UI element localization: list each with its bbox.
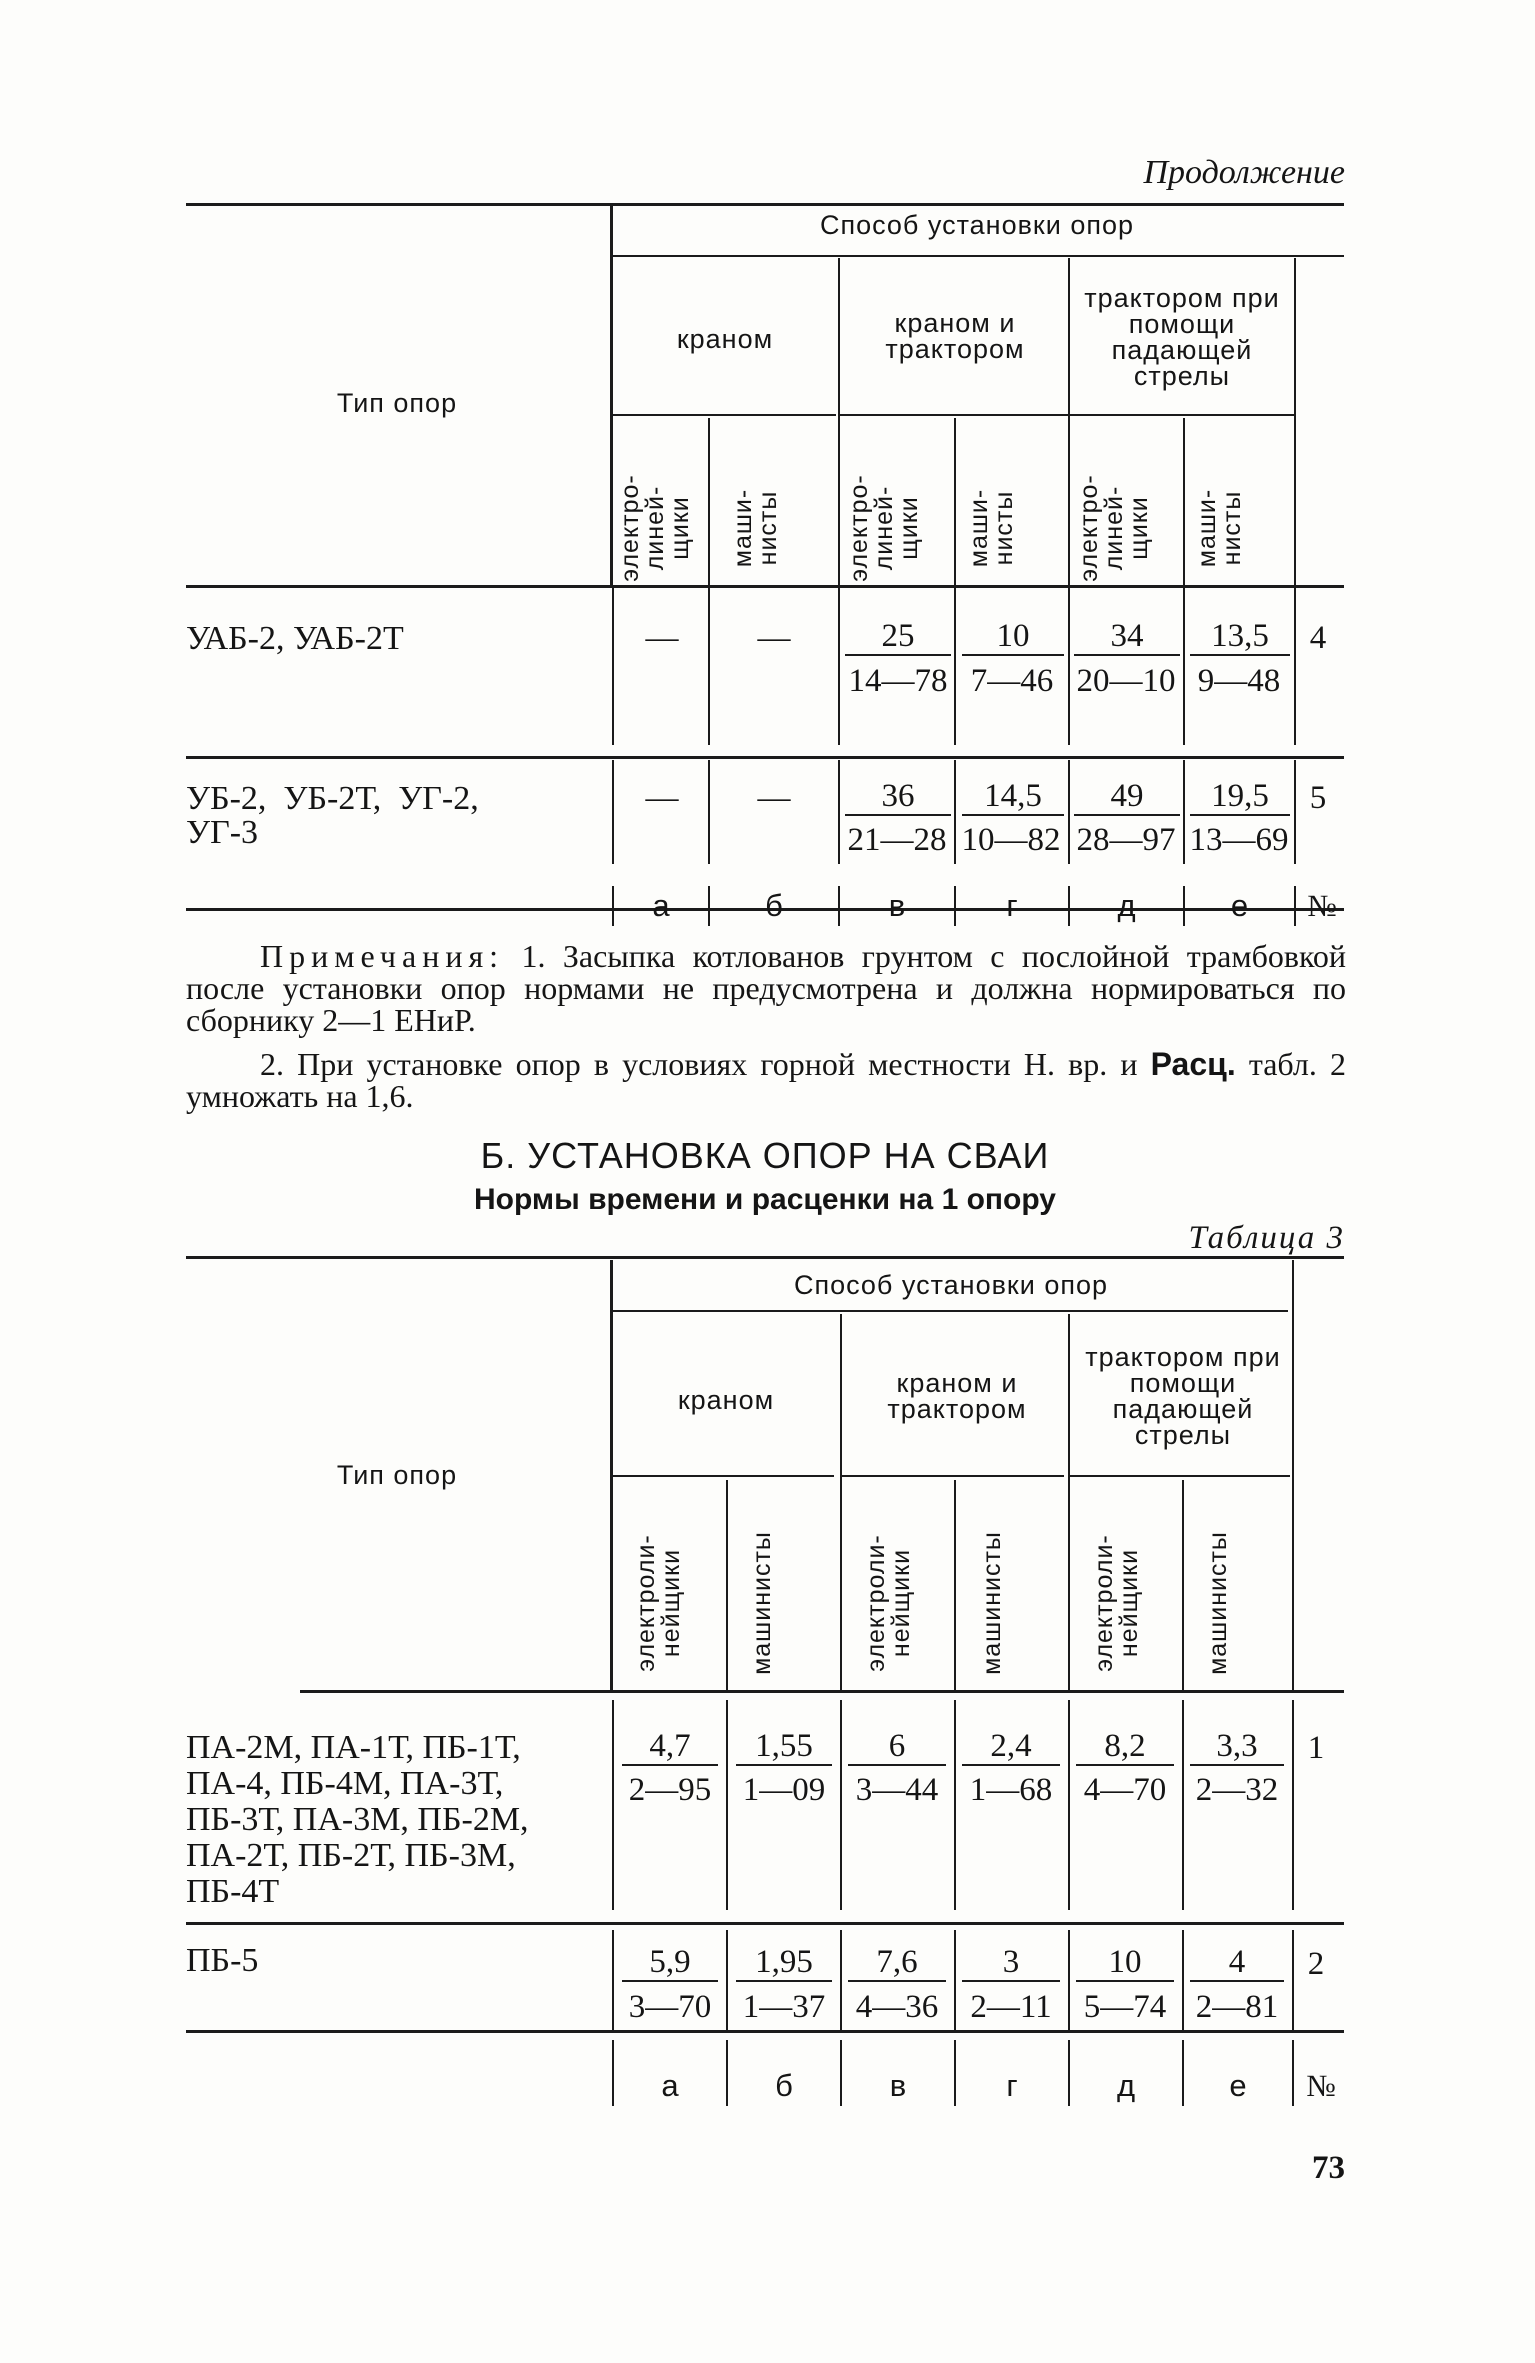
note-2-bold: Расц. (1150, 1046, 1236, 1082)
cell-rate: 10—82 (961, 822, 1061, 858)
column-letter: е (1230, 888, 1249, 923)
subcol-header: маши- нисты (965, 488, 1018, 568)
group-header-crane: краном (676, 324, 774, 354)
note-1-text: 1. Засыпка котлованов грунтом с послойной трамбовкой после установки опор нормами не предусмотрена и должна нормироваться по сборнику 2—1 ЕНиР. (186, 938, 1346, 1038)
cell-norm: 3,3 (1190, 1728, 1284, 1766)
column-letter: в (888, 888, 906, 923)
cell-rate: 7—46 (970, 663, 1054, 699)
row-number: 4 (1309, 620, 1327, 656)
cell-norm: 25 (845, 618, 951, 656)
cell-value: — (757, 620, 791, 656)
subcol-header: электроли- нейщики (632, 1534, 685, 1672)
cell-rate: 13—69 (1189, 822, 1289, 858)
cell-norm: 13,5 (1190, 618, 1290, 656)
cell-norm: 14,5 (962, 778, 1064, 816)
cell-rate: 9—48 (1197, 663, 1281, 699)
column-letter: д (1116, 2068, 1136, 2103)
cell-rate: 2—81 (1195, 1989, 1279, 2025)
cell-rate: 1—37 (742, 1989, 826, 2025)
cell-rate: 5—74 (1083, 1989, 1167, 2025)
cell-norm: 1,55 (736, 1728, 832, 1766)
column-letter: г (1006, 888, 1018, 923)
cell-rate: 20—10 (1076, 663, 1176, 699)
cell-value: — (757, 780, 791, 816)
cell-rate: 4—36 (855, 1989, 939, 2025)
column-letter-number: № (1306, 2068, 1336, 2103)
type-header: Тип опор (336, 1460, 458, 1490)
column-letter: б (765, 888, 783, 923)
subcol-header: электроли- нейщики (862, 1534, 915, 1672)
subcol-header: электро- линей- щики (845, 474, 923, 582)
column-letter: а (661, 2068, 679, 2103)
section-title: Б. УСТАНОВКА ОПОР НА СВАИ (480, 1135, 1050, 1176)
cell-norm: 7,6 (848, 1944, 946, 1982)
cell-norm: 6 (848, 1728, 946, 1766)
cell-value: — (645, 780, 679, 816)
cell-rate: 4—70 (1083, 1772, 1167, 1808)
row-number: 1 (1307, 1730, 1325, 1766)
subcol-header: машинисты (978, 1531, 1006, 1675)
cell-norm: 4,7 (622, 1728, 718, 1766)
cell-norm: 5,9 (622, 1944, 718, 1982)
row-type-label: ПБ-5 (186, 1942, 259, 1979)
cell-norm: 10 (962, 618, 1064, 656)
cell-norm: 8,2 (1076, 1728, 1174, 1766)
column-letter: г (1006, 2068, 1018, 2103)
subcol-header: электро- линей- щики (1075, 474, 1153, 582)
cell-rate: 14—78 (848, 663, 948, 699)
cell-norm: 49 (1074, 778, 1180, 816)
column-letter: а (652, 888, 670, 923)
notes-heading: Примечания: (260, 938, 505, 974)
cell-norm: 10 (1076, 1944, 1174, 1982)
cell-rate: 21—28 (847, 822, 947, 858)
cell-norm: 36 (845, 778, 951, 816)
subcol-header: электроли- нейщики (1090, 1534, 1143, 1672)
table-3-label: Таблица 3 (1188, 1220, 1345, 1256)
section-subtitle: Нормы времени и расценки на 1 опору (474, 1183, 1056, 1216)
group-header-tractor-boom: трактором при помощи падающей стрелы (1084, 283, 1280, 391)
cell-norm: 19,5 (1190, 778, 1290, 816)
group-header-tractor-boom: трактором при помощи падающей стрелы (1085, 1342, 1281, 1450)
row-type-label: ПА-2М, ПА-1Т, ПБ-1Т, ПА-4, ПБ-4М, ПА-3Т, ПБ-3Т, ПА-3М, ПБ-2М, ПА-2Т, ПБ-2Т, ПБ-3М, ПБ-4Т (186, 1729, 529, 1910)
cell-rate: 2—95 (628, 1772, 712, 1808)
row-number: 5 (1309, 780, 1327, 816)
subcol-header: маши- нисты (1193, 488, 1246, 568)
column-letter: б (775, 2068, 793, 2103)
cell-rate: 3—44 (855, 1772, 939, 1808)
type-header: Тип опор (336, 388, 458, 418)
subcol-header: маши- нисты (729, 488, 782, 568)
cell-rate: 1—68 (969, 1772, 1053, 1808)
cell-rate: 2—32 (1195, 1772, 1279, 1808)
cell-rate: 3—70 (628, 1989, 712, 2025)
continuation-label: Продолжение (1143, 154, 1345, 191)
column-letter-number: № (1307, 888, 1337, 923)
row-number: 2 (1307, 1946, 1325, 1982)
row-type-label: УАБ-2, УАБ-2Т (186, 620, 404, 657)
column-letter: д (1117, 888, 1136, 923)
group-header-crane-tractor: краном и трактором (885, 308, 1025, 364)
column-letter: в (889, 2068, 907, 2103)
cell-rate: 2—11 (970, 1989, 1052, 2025)
cell-rate: 1—09 (742, 1772, 826, 1808)
group-header-crane-tractor: краном и трактором (887, 1368, 1027, 1424)
method-header: Способ установки опор (819, 210, 1135, 240)
cell-norm: 3 (962, 1944, 1060, 1982)
method-header: Способ установки опор (793, 1270, 1109, 1300)
cell-norm: 1,95 (736, 1944, 832, 1982)
subcol-header: машинисты (1204, 1531, 1232, 1675)
note-2-text-b: табл. 2 умножать на 1,6. (186, 1046, 1347, 1114)
group-header-crane: краном (677, 1385, 775, 1415)
cell-norm: 4 (1190, 1944, 1284, 1982)
cell-value: — (645, 620, 679, 656)
cell-norm: 2,4 (962, 1728, 1060, 1766)
note-2-text-a: 2. При установке опор в условиях горной местности Н. вр. и (260, 1046, 1151, 1082)
cell-rate: 28—97 (1076, 822, 1176, 858)
note-1 (186, 940, 1346, 1036)
row-type-label: УБ-2, УБ-2Т, УГ-2, УГ-3 (186, 780, 479, 851)
cell-norm: 34 (1074, 618, 1180, 656)
subcol-header: электро- линей- щики (616, 474, 694, 582)
column-letter: е (1229, 2068, 1247, 2103)
page-number: 73 (1312, 2150, 1345, 2186)
subcol-header: машинисты (748, 1531, 776, 1675)
note-2 (186, 1048, 1346, 1112)
